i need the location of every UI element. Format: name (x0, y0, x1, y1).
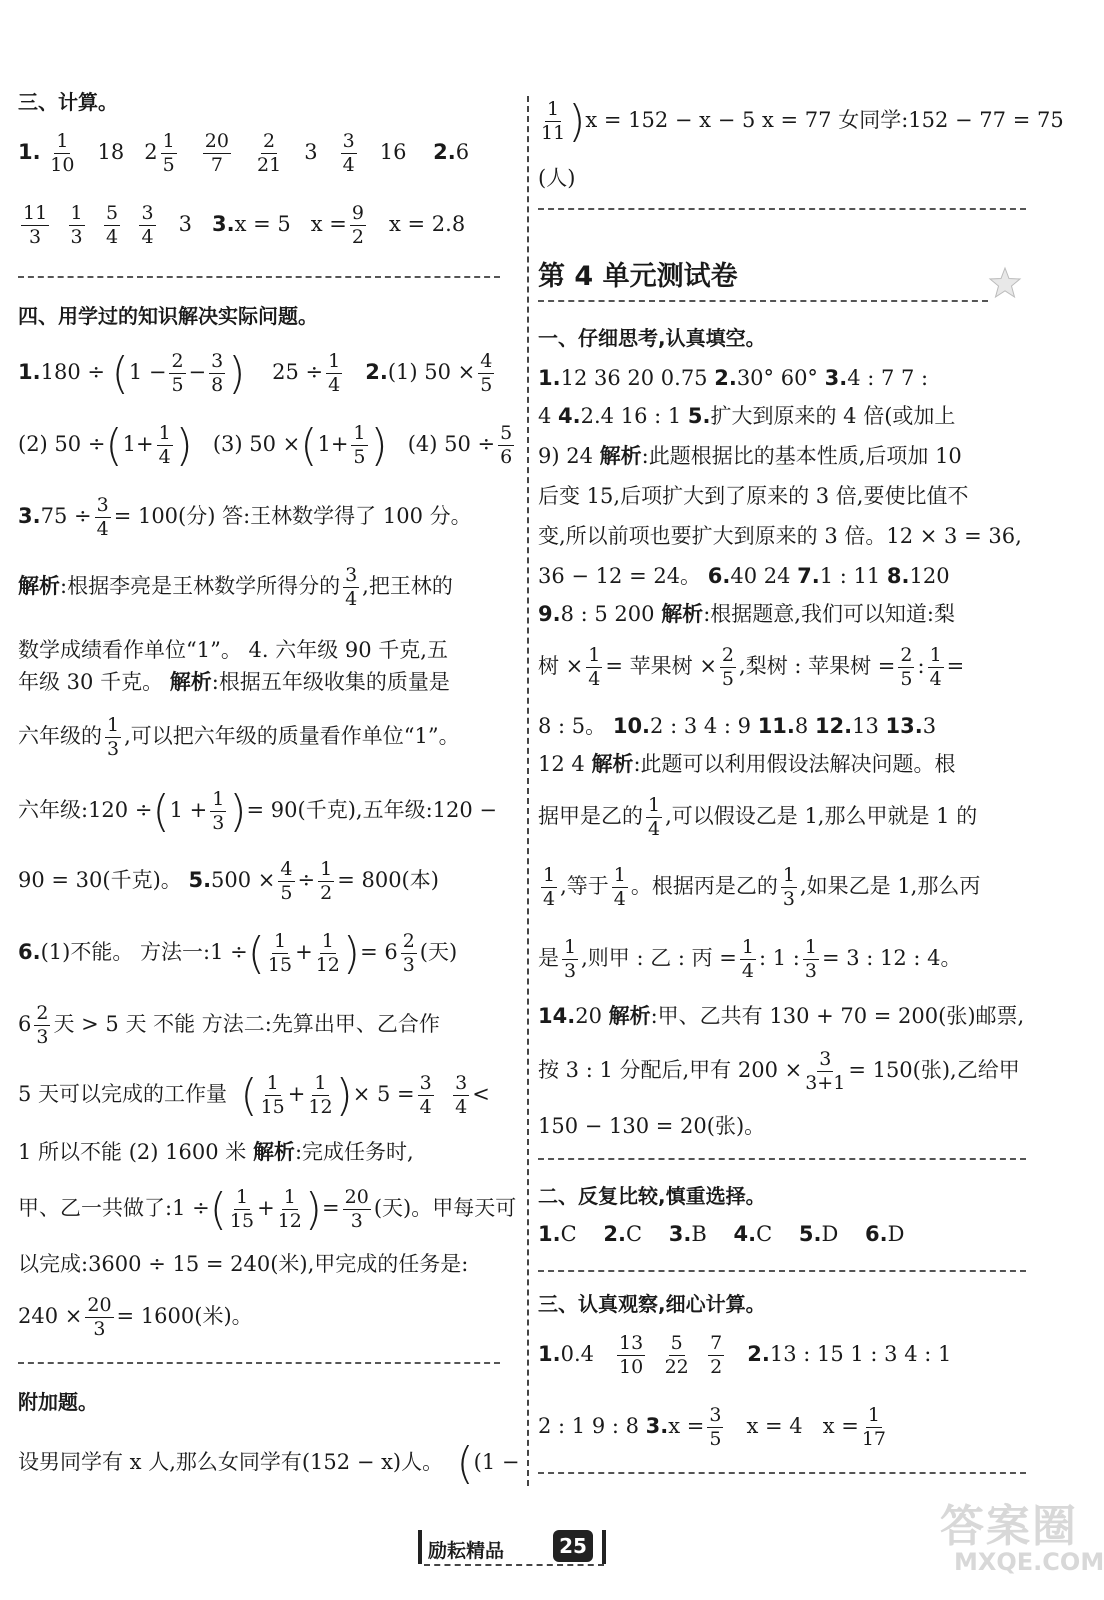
answer-line: 树 × $\frac{1}{4}$ = 苹果树 × $\frac{2}{5}$ ,梨树 : 苹果树 = $\frac{2}{5}$ : $\frac{1}{4}$ = (538, 644, 965, 690)
section-title-extra: 附加题。 (18, 1390, 98, 1414)
analysis-line: 甲、乙一共做了:1 ÷( $\frac{1}{15}$ + $\frac{1}{12}$ )= $\frac{20}{3}$ (天)。甲每天可 (18, 1183, 517, 1235)
analysis-line: 5 天可以完成的工作量 ( $\frac{1}{15}$ + $\frac{1}{12}$ )× 5 = $\frac{3}{4}$ $\frac{3}{4}$ < (18, 1069, 490, 1121)
star-icon (988, 266, 1022, 300)
answer-line: $\frac{11}{3}$ $\frac{1}{3}$ $\frac{5}{4}$ $\frac{3}{4}$ 3 3.x = 5 x = $\frac{9}{2}$ x = 2.8 (23, 202, 466, 248)
analysis-line: 年级 30 千克。 解析:根据五年级收集的质量是 (18, 670, 450, 694)
footer-bar-right (602, 1530, 606, 1564)
section-divider (538, 1270, 1026, 1272)
answer-line: 3.75 ÷ $\frac{3}{4}$ = 100(分) 答:王林数学得了 100 分。 (18, 494, 472, 540)
analysis-line: 90 = 30(千克)。 5.500 × $\frac{4}{5}$ ÷ $\frac{1}{2}$ = 800(本) (18, 858, 439, 904)
analysis-line: 六年级的 $\frac{1}{3}$ ,可以把六年级的质量看作单位“1”。 (18, 714, 460, 760)
section-divider (538, 1472, 1026, 1474)
column-divider (527, 96, 529, 1486)
answer-line: 9.8 : 5 200 解析:根据题意,我们可以知道:梨 (538, 602, 956, 626)
title-underline (538, 300, 988, 302)
answer-line: 按 3 : 1 分配后,甲有 200 × $\frac{3}{3+1}$ = 150(张),乙给甲 (538, 1048, 1020, 1094)
answer-line: (人) (538, 166, 576, 190)
answer-line: 变,所以前项也要扩大到原来的 3 倍。12 × 3 = 36, (538, 524, 1022, 548)
analysis-line: 六年级:120 ÷(1 + $\frac{1}{3}$ )= 90(千克),五年级:120 − (18, 785, 497, 837)
choice-answers: 1.C 2.C 3.B 4.C 5.D 6.D (538, 1222, 905, 1246)
fraction: $\frac{1}{10}$ (50, 130, 75, 176)
answer-line: 据甲是乙的 $\frac{1}{4}$ ,可以假设乙是 1,那么甲就是 1 的 (538, 794, 978, 840)
section-title-problems: 四、用学过的知识解决实际问题。 (18, 304, 318, 328)
answer-line: (2) 50 ÷(1+ $\frac{1}{4}$ ) (3) 50 ×(1+ $\frac{1}{5}$ ) (4) 50 ÷ $\frac{5}{6}$ (18, 419, 513, 471)
answer-line: 1.0.4 $\frac{13}{10}$ $\frac{5}{22}$ $\frac{7}{2}$ 2.13 : 15 1 : 3 4 : 1 (538, 1332, 952, 1378)
brand-name: 励耘精品 (428, 1540, 505, 1562)
section-title-choice: 二、反复比较,慎重选择。 (538, 1184, 766, 1208)
answer-line: 2 : 1 9 : 8 3.x = $\frac{3}{5}$ x = 4 x = $\frac{1}{17}$ (538, 1404, 886, 1450)
answer-line: 8 : 5。 10.2 : 3 4 : 9 11.8 12.13 13.3 (538, 714, 937, 738)
answer-line: 12 4 解析:此题可以利用假设法解决问题。根 (538, 752, 956, 776)
answer-line: 14.20 解析:甲、乙共有 130 + 70 = 200(张)邮票, (538, 1004, 1025, 1028)
page-number: 25 (553, 1530, 593, 1562)
footer-underline (424, 1564, 604, 1566)
unit-title: 第 4 单元测试卷 (538, 261, 738, 292)
section-divider (18, 276, 500, 278)
page-footer (418, 1528, 618, 1568)
analysis-line: 6.(1)不能。 方法一:1 ÷( $\frac{1}{15}$ + $\frac{1}{12}$ )= 6 $\frac{2}{3}$ (天) (18, 927, 458, 979)
section-divider (538, 1158, 1026, 1160)
answer-line: 后变 15,后项扩大到了原来的 3 倍,要使比值不 (538, 484, 969, 508)
answer-line: 1.12 36 20 0.75 2.30° 60° 3.4 : 7 7 : (538, 366, 929, 390)
analysis-line: 1 所以不能 (2) 1600 米 解析:完成任务时, (18, 1140, 414, 1164)
answer-line: 4 4.2.4 16 : 1 5.扩大到原来的 4 倍(或加上 (538, 404, 956, 428)
analysis-line: 解析:根据李亮是王林数学所得分的 $\frac{3}{4}$ ,把王林的 (18, 564, 453, 610)
analysis-line: 6 $\frac{2}{3}$ 天 > 5 天 不能 方法二:先算出甲、乙合作 (18, 1002, 440, 1048)
section-title-fill: 一、仔细思考,认真填空。 (538, 326, 766, 350)
analysis-line: 数学成绩看作单位“1”。 4. 六年级 90 千克,五 (18, 638, 448, 662)
answer-line: 9) 24 解析:此题根据比的基本性质,后项加 10 (538, 444, 962, 468)
answer-line: 1. $\frac{1}{10}$ 18 2 $\frac{1}{5}$ $\frac{20}{7}$ $\frac{2}{21}$ 3 $\frac{3}{4}$ 16 2.6 (18, 130, 470, 176)
analysis-line: 240 × $\frac{20}{3}$ = 1600(米)。 (18, 1294, 253, 1340)
section-title-calc: 三、计算。 (18, 90, 118, 114)
answer-line: 150 − 130 = 20(张)。 (538, 1114, 766, 1138)
section-divider (18, 1362, 500, 1364)
answer-line: 36 − 12 = 24。 6.40 24 7.1 : 11 8.120 (538, 564, 950, 588)
section-divider (538, 208, 1026, 210)
watermark: 答案圈 MXQE.COM (940, 1501, 1104, 1576)
analysis-line: 以完成:3600 ÷ 15 = 240(米),甲完成的任务是: (18, 1252, 469, 1276)
answer-line: 是 $\frac{1}{3}$ ,则甲 : 乙 : 丙 = $\frac{1}{4}$ : 1 : $\frac{1}{3}$ = 3 : 12 : 4。 (538, 936, 962, 982)
answer-line: $\frac{1}{11}$ )x = 152 − x − 5 x = 77 女同学:152 − 77 = 75 (541, 95, 1064, 147)
footer-bar-left (418, 1530, 422, 1564)
answer-line: $\frac{1}{4}$ ,等于 $\frac{1}{4}$ 。根据丙是乙的 $\frac{1}{3}$ ,如果乙是 1,那么丙 (543, 864, 981, 910)
answer-line: 设男同学有 x 人,那么女同学有(152 − x)人。 ((1 − (18, 1438, 520, 1489)
answer-line: 1.180 ÷ (1 − $\frac{2}{5}$ − $\frac{3}{8}$ ) 25 ÷ $\frac{1}{4}$ 2.(1) 50 × $\frac{4}{5}$ (18, 347, 493, 399)
section-title-compute: 三、认真观察,细心计算。 (538, 1292, 766, 1316)
